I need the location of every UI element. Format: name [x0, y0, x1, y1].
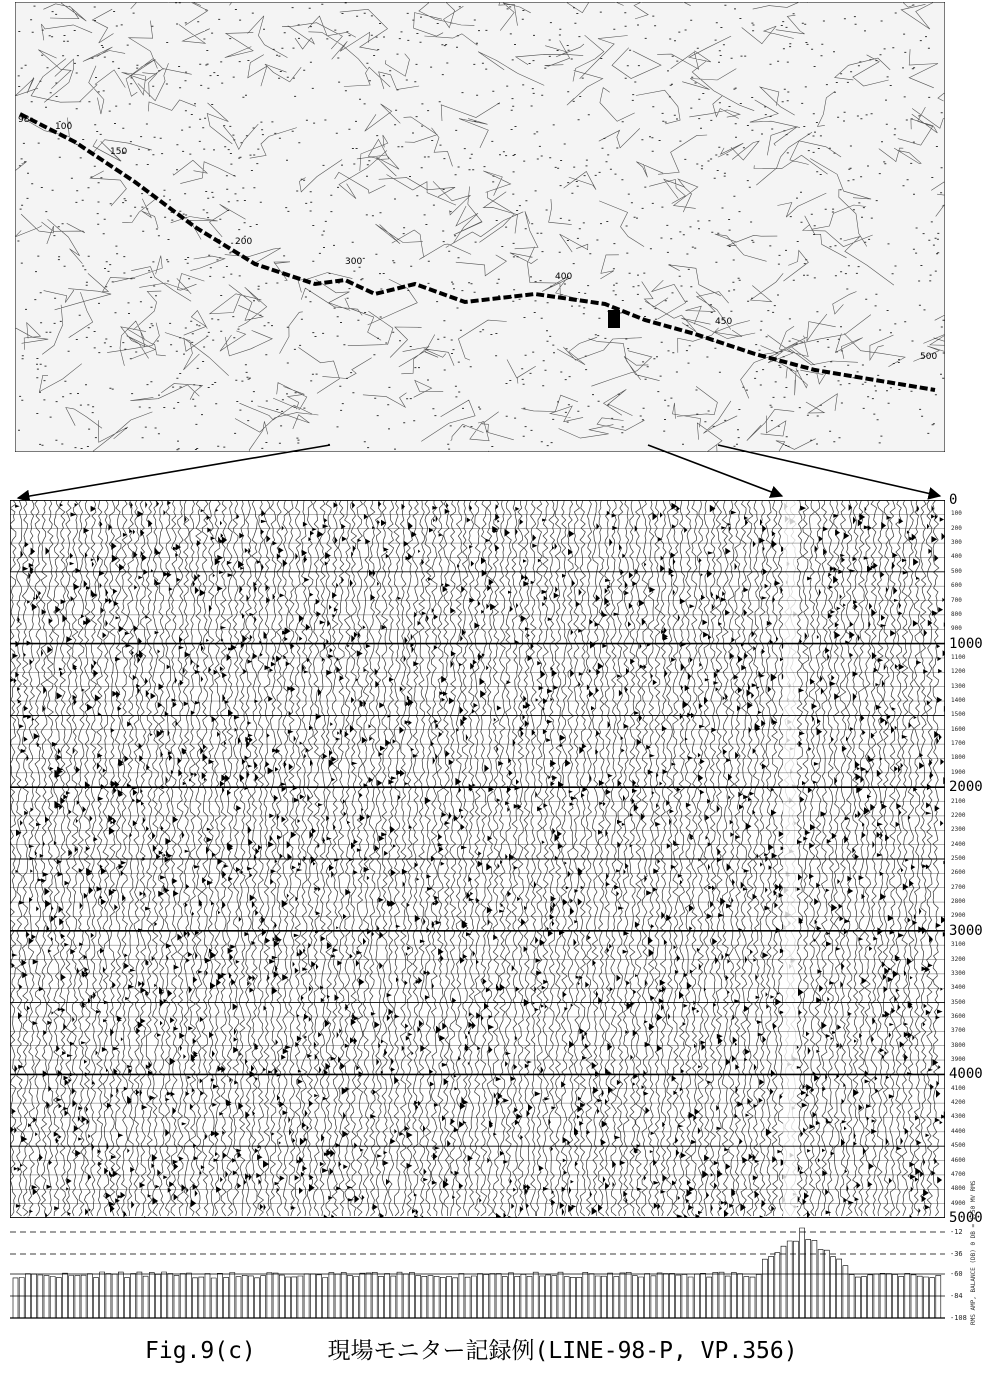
route-label: 450 — [715, 317, 733, 327]
time-axis — [947, 492, 1003, 1226]
time-minor-tick: 4900 — [951, 1199, 966, 1207]
time-major-tick: 0 — [949, 492, 958, 508]
amplitude-side-annotation: RMS AMP, BALANCE (DB) 0 DB = 1750 MV RMS — [970, 1180, 977, 1325]
time-minor-tick: 4400 — [951, 1127, 966, 1135]
seismic-record — [10, 500, 945, 1218]
connector-arrow — [18, 445, 330, 498]
time-minor-tick: 2400 — [951, 840, 966, 848]
time-minor-tick: 1700 — [951, 740, 966, 748]
time-minor-tick: 4300 — [951, 1113, 966, 1121]
time-minor-tick: 2900 — [951, 912, 966, 920]
amplitude-scale-label: -12 — [950, 1228, 963, 1236]
time-major-tick: 3000 — [949, 922, 983, 939]
time-minor-tick: 3800 — [951, 1041, 966, 1049]
time-minor-tick: 3600 — [951, 1012, 966, 1020]
time-minor-tick: 4200 — [951, 1099, 966, 1107]
time-minor-tick: 3200 — [951, 955, 966, 963]
time-minor-tick: 700 — [951, 596, 962, 604]
time-minor-tick: 2600 — [951, 869, 966, 877]
caption-number: Fig.9(c) — [145, 1338, 256, 1364]
route-label: 500 — [920, 352, 938, 362]
route-label: 200 — [235, 237, 253, 247]
time-minor-tick: 3100 — [951, 941, 966, 949]
amplitude-scale-label: -36 — [950, 1250, 963, 1258]
time-minor-tick: 4100 — [951, 1084, 966, 1092]
line-start-label: 98 — [18, 115, 30, 125]
time-minor-tick: 1500 — [951, 711, 966, 719]
amplitude-scale-label: -60 — [950, 1270, 963, 1278]
time-minor-tick: 3700 — [951, 1027, 966, 1035]
time-minor-tick: 200 — [951, 524, 962, 532]
time-minor-tick: 2100 — [951, 797, 966, 805]
route-label: 150 — [110, 147, 128, 157]
time-major-tick: 4000 — [949, 1066, 983, 1083]
time-minor-tick: 3400 — [951, 984, 966, 992]
time-minor-tick: 300 — [951, 539, 962, 547]
time-minor-tick: 2800 — [951, 898, 966, 906]
location-map — [15, 2, 945, 452]
time-minor-tick: 2300 — [951, 826, 966, 834]
shot-point-marker — [608, 310, 620, 328]
amplitude-balance-panel — [10, 1222, 945, 1327]
time-minor-tick: 900 — [951, 625, 962, 633]
time-minor-tick: 400 — [951, 553, 962, 561]
time-minor-tick: 4500 — [951, 1142, 966, 1150]
time-minor-tick: 2500 — [951, 855, 966, 862]
amplitude-bars — [13, 1228, 941, 1318]
time-minor-tick: 3900 — [951, 1056, 966, 1064]
time-major-tick: 5000 — [949, 1210, 983, 1226]
time-major-tick: 2000 — [949, 779, 983, 796]
time-minor-tick: 1600 — [951, 725, 966, 733]
route-label: 300 — [345, 257, 363, 267]
figure-caption — [145, 1336, 905, 1366]
time-minor-tick: 1800 — [951, 754, 966, 762]
time-minor-tick: 3500 — [951, 998, 966, 1006]
time-minor-tick: 3300 — [951, 969, 966, 977]
time-minor-tick: 2200 — [951, 811, 966, 819]
connector-arrow — [648, 445, 782, 496]
time-minor-tick: 1300 — [951, 682, 966, 690]
amplitude-scale-label: -108 — [950, 1314, 967, 1322]
time-minor-tick: 4700 — [951, 1170, 966, 1178]
time-minor-tick: 600 — [951, 582, 962, 590]
time-minor-tick: 800 — [951, 610, 962, 618]
time-major-tick: 1000 — [949, 635, 983, 652]
time-minor-tick: 1400 — [951, 697, 966, 705]
time-minor-tick: 1200 — [951, 668, 966, 676]
time-minor-tick: 4800 — [951, 1185, 966, 1193]
time-minor-tick: 2700 — [951, 883, 966, 891]
connector-arrow — [718, 445, 940, 496]
route-label: 100 — [55, 122, 73, 132]
time-minor-tick: 100 — [951, 510, 962, 518]
time-minor-tick: 1100 — [951, 653, 966, 661]
time-minor-tick: 4600 — [951, 1156, 966, 1164]
time-minor-tick: 1900 — [951, 768, 966, 776]
caption-text: 現場モニター記録例(LINE-98-P, VP.356) — [327, 1338, 798, 1364]
amplitude-scale-label: -84 — [950, 1292, 963, 1300]
time-minor-tick: 500 — [951, 567, 962, 575]
route-label: 400 — [555, 272, 573, 282]
